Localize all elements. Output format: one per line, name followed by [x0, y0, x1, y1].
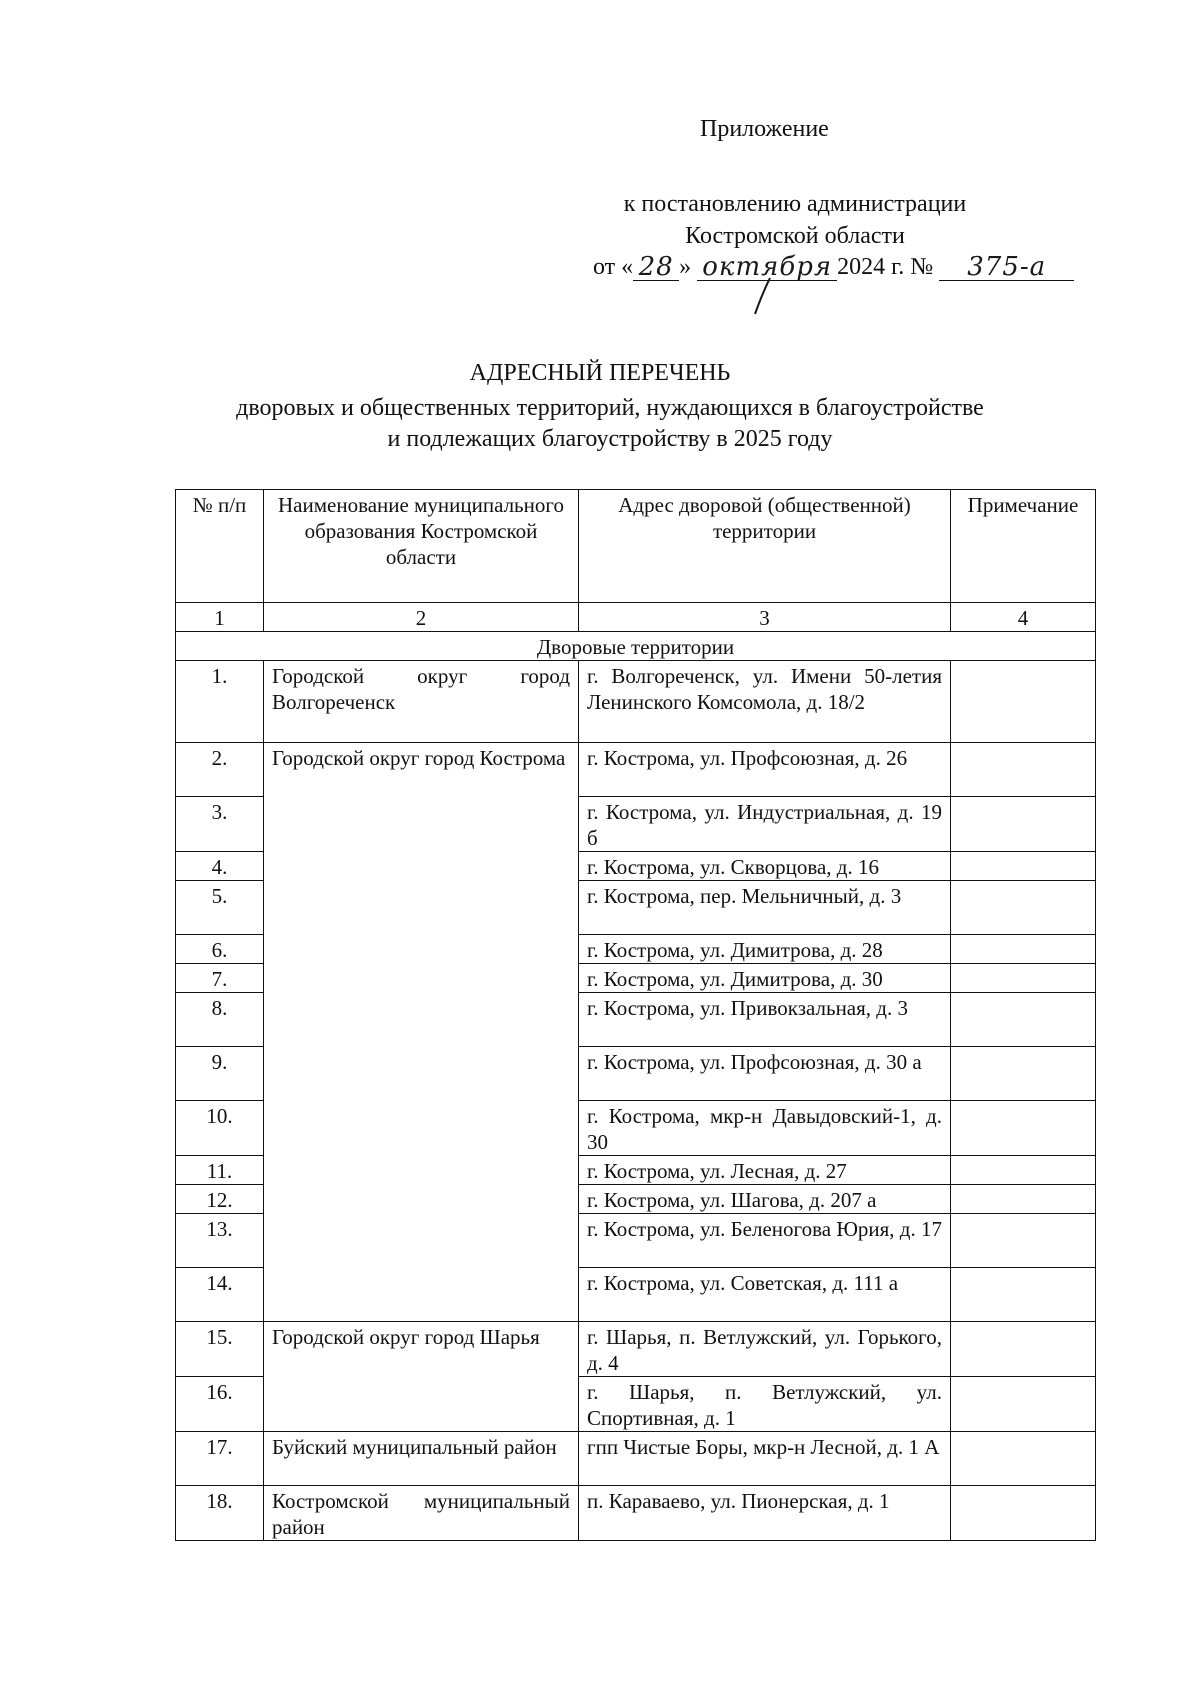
- document-subtitle-line-1: дворовых и общественных территорий, нуждающихся в благоустройстве: [236, 395, 984, 421]
- address-cell: г. Кострома, ул. Шагова, д. 207 а: [579, 1185, 951, 1214]
- table-row: [176, 1486, 1096, 1541]
- handwriting-stroke-mark: [752, 276, 774, 316]
- note-cell: [951, 993, 1096, 1047]
- row-number: 10.: [176, 1101, 264, 1156]
- municipality-cell: Городской округ город Волгореченск: [264, 661, 579, 743]
- row-number: 1.: [176, 661, 264, 743]
- row-number: 14.: [176, 1268, 264, 1322]
- address-cell: п. Караваево, ул. Пионерская, д. 1: [579, 1486, 951, 1541]
- row-number: 13.: [176, 1214, 264, 1268]
- address-list-table: [175, 489, 1096, 1541]
- note-cell: [951, 1214, 1096, 1268]
- date-mid: »: [679, 254, 692, 280]
- table-row: [176, 661, 1096, 743]
- row-number: 2.: [176, 743, 264, 797]
- column-number-row: [176, 603, 1096, 632]
- note-cell: [951, 1432, 1096, 1486]
- address-cell: г. Кострома, ул. Димитрова, д. 30: [579, 964, 951, 993]
- date-year: 2024 г. №: [837, 254, 934, 280]
- note-cell: [951, 1156, 1096, 1185]
- address-cell: г. Кострома, ул. Беленогова Юрия, д. 17: [579, 1214, 951, 1268]
- col-header-number: № п/п: [176, 490, 264, 603]
- table-row: [176, 743, 1096, 797]
- row-number: 15.: [176, 1322, 264, 1377]
- note-cell: [951, 881, 1096, 935]
- municipality-cell: Городской округ город Кострома: [264, 743, 579, 1322]
- date-day-field: [633, 254, 679, 281]
- decree-date-line: [593, 254, 1074, 281]
- row-number: 6.: [176, 935, 264, 964]
- row-number: 18.: [176, 1486, 264, 1541]
- decree-line-2: Костромской области: [685, 223, 905, 249]
- table-row: [176, 1432, 1096, 1486]
- address-cell: г. Кострома, ул. Привокзальная, д. 3: [579, 993, 951, 1047]
- municipality-cell: Костромской муниципальный район: [264, 1486, 579, 1541]
- doc-number-handwritten: 375-а: [967, 252, 1047, 282]
- address-cell: г. Кострома, ул. Профсоюзная, д. 26: [579, 743, 951, 797]
- date-month-handwritten: октября: [702, 252, 833, 282]
- address-cell: г. Шарья, п. Ветлужский, ул. Спортивная, д. 1: [579, 1377, 951, 1432]
- note-cell: [951, 852, 1096, 881]
- municipality-cell: Буйский муниципальный район: [264, 1432, 579, 1486]
- note-cell: [951, 935, 1096, 964]
- col-header-municipality: Наименование муниципального образования Костромской области: [264, 490, 579, 603]
- document-title: АДРЕСНЫЙ ПЕРЕЧЕНЬ: [469, 360, 731, 386]
- address-cell: г. Шарья, п. Ветлужский, ул. Горького, д. 4: [579, 1322, 951, 1377]
- column-number: 2: [264, 603, 579, 632]
- date-prefix: от «: [593, 254, 634, 280]
- section-heading: Дворовые территории: [176, 632, 1096, 661]
- note-cell: [951, 1047, 1096, 1101]
- doc-number-field: [939, 254, 1074, 281]
- document-subtitle-line-2: и подлежащих благоустройству в 2025 году: [387, 426, 833, 452]
- note-cell: [951, 1101, 1096, 1156]
- row-number: 16.: [176, 1377, 264, 1432]
- section-row: [176, 632, 1096, 661]
- note-cell: [951, 1322, 1096, 1377]
- row-number: 17.: [176, 1432, 264, 1486]
- address-cell: г. Кострома, ул. Скворцова, д. 16: [579, 852, 951, 881]
- row-number: 9.: [176, 1047, 264, 1101]
- row-number: 5.: [176, 881, 264, 935]
- address-cell: г. Кострома, мкр-н Давыдовский-1, д. 30: [579, 1101, 951, 1156]
- table-row: [176, 1322, 1096, 1377]
- note-cell: [951, 797, 1096, 852]
- row-number: 7.: [176, 964, 264, 993]
- date-day-handwritten: 28: [638, 252, 674, 282]
- note-cell: [951, 964, 1096, 993]
- row-number: 4.: [176, 852, 264, 881]
- note-cell: [951, 1486, 1096, 1541]
- address-cell: г. Кострома, ул. Советская, д. 111 а: [579, 1268, 951, 1322]
- note-cell: [951, 1185, 1096, 1214]
- note-cell: [951, 1268, 1096, 1322]
- document-subtitle: [160, 393, 1060, 455]
- appendix-label: Приложение: [700, 116, 829, 142]
- decree-line-1: к постановлению администрации: [623, 191, 967, 217]
- row-number: 12.: [176, 1185, 264, 1214]
- row-number: 11.: [176, 1156, 264, 1185]
- column-number: 4: [951, 603, 1096, 632]
- address-cell: г. Кострома, пер. Мельничный, д. 3: [579, 881, 951, 935]
- address-cell: г. Кострома, ул. Лесная, д. 27: [579, 1156, 951, 1185]
- note-cell: [951, 743, 1096, 797]
- row-number: 8.: [176, 993, 264, 1047]
- address-cell: гпп Чистые Боры, мкр-н Лесной, д. 1 А: [579, 1432, 951, 1486]
- municipality-cell: Городской округ город Шарья: [264, 1322, 579, 1432]
- col-header-note: Примечание: [951, 490, 1096, 603]
- column-number: 1: [176, 603, 264, 632]
- decree-reference: [560, 188, 1030, 252]
- table-header-row: [176, 490, 1096, 603]
- note-cell: [951, 661, 1096, 743]
- address-cell: г. Кострома, ул. Профсоюзная, д. 30 а: [579, 1047, 951, 1101]
- row-number: 3.: [176, 797, 264, 852]
- address-cell: г. Волгореченск, ул. Имени 50-летия Ленинского Комсомола, д. 18/2: [579, 661, 951, 743]
- address-cell: г. Кострома, ул. Индустриальная, д. 19 б: [579, 797, 951, 852]
- note-cell: [951, 1377, 1096, 1432]
- address-cell: г. Кострома, ул. Димитрова, д. 28: [579, 935, 951, 964]
- column-number: 3: [579, 603, 951, 632]
- col-header-address: Адрес дворовой (общественной) территории: [579, 490, 951, 603]
